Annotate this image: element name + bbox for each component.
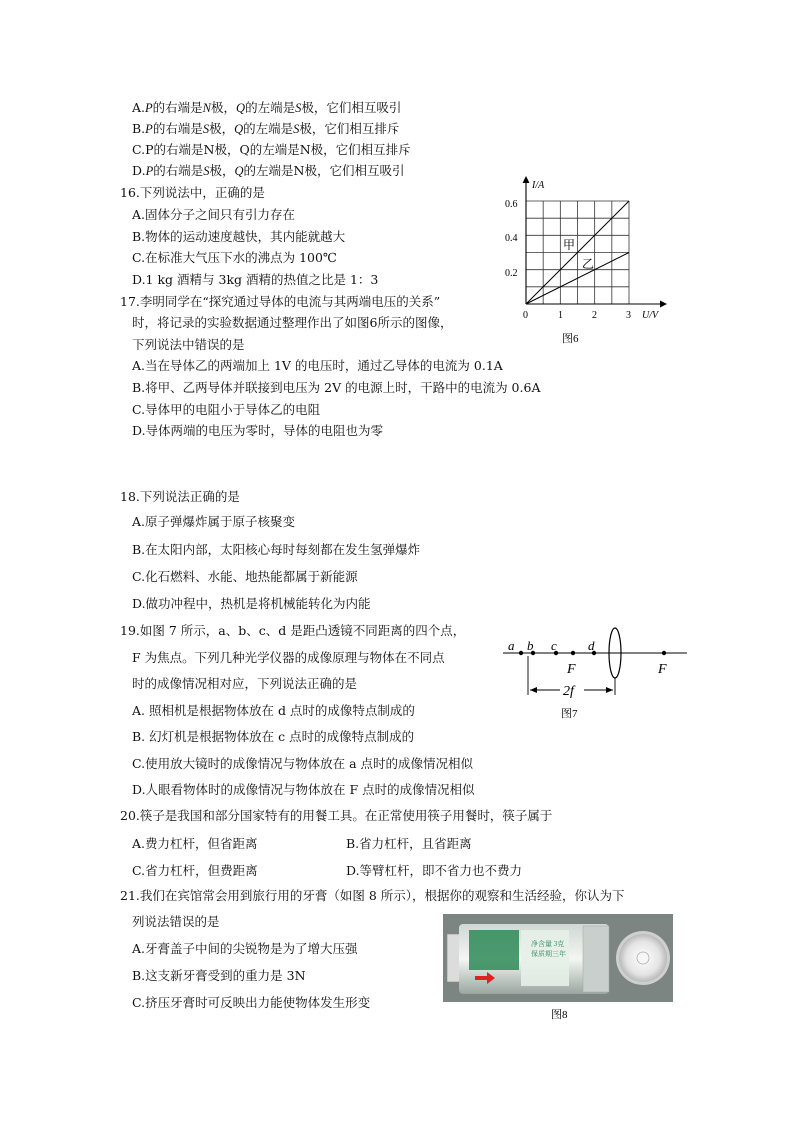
figure-8-caption: 图8 xyxy=(551,1009,568,1021)
q19-stem-line1: 19.如图 7 所示，a、b、c、d 是距凸透镜不同距离的四个点， xyxy=(120,623,466,638)
q18-option-c: C.化石燃料、水能、地热能都属于新能源 xyxy=(132,569,358,584)
y-axis-label: I/A xyxy=(532,180,545,191)
2f-arrow-right xyxy=(606,687,613,693)
q20-option-c: C.省力杠杆，但费距离 xyxy=(132,863,258,878)
y-tick-label: 0.2 xyxy=(505,268,518,279)
q17-option-a: A.当在导体乙的两端加上 1V 的电压时，通过乙导体的电流为 0.1A xyxy=(132,358,503,373)
tube-green-band xyxy=(469,930,519,970)
x-axis-arrow xyxy=(660,301,667,308)
point-a xyxy=(519,651,523,655)
q19-option-a: A. 照相机是根据物体放在 d 点时的成像特点制成的 xyxy=(132,703,415,718)
point-f-right xyxy=(662,651,666,655)
figure-6-caption: 图6 xyxy=(562,333,579,345)
q21-option-b: B.这支新牙膏受到的重力是 3N xyxy=(132,968,306,983)
point-d-label: d xyxy=(588,638,595,653)
q17-option-d: D.导体两端的电压为零时，导体的电阻也为零 xyxy=(132,423,384,438)
q16-option-d: D.1 kg 酒精与 3kg 酒精的热值之比是 1：3 xyxy=(132,272,379,287)
x-axis-label: U/V xyxy=(642,310,659,321)
series-label-yi: 乙 xyxy=(582,257,595,271)
2f-label: 2f xyxy=(563,684,574,699)
q18-option-b: B.在太阳内部，太阳核心每时每刻都在发生氢弹爆炸 xyxy=(132,542,421,557)
q20-option-d: D.等臂杠杆，即不省力也不费力 xyxy=(346,863,523,878)
figure-6-graph xyxy=(490,170,670,348)
x-tick-label: 2 xyxy=(592,310,597,321)
q21-option-c: C.挤压牙膏时可反映出力能使物体发生形变 xyxy=(132,995,371,1010)
q20-option-b: B.省力杠杆，且省距离 xyxy=(346,836,472,851)
q19-stem-line3: 时的成像情况相对应，下列说法正确的是 xyxy=(132,676,358,691)
figure-8-toothpaste-photo xyxy=(443,914,673,1024)
q16-option-c: C.在标准大气压下水的沸点为 100℃ xyxy=(132,250,337,265)
q19-option-d: D.人眼看物体时的成像情况与物体放在 F 点时的成像情况相似 xyxy=(132,782,475,797)
q20-option-a: A.费力杠杆，但省距离 xyxy=(132,836,258,851)
y-tick-label: 0.6 xyxy=(505,199,518,210)
x-tick-label: 3 xyxy=(626,310,631,321)
q18-option-d: D.做功冲程中，热机是将机械能转化为内能 xyxy=(132,596,371,611)
q17-stem-line3: 下列说法中错误的是 xyxy=(132,337,245,352)
q15-option-d: D.P的右端是S极，Q的左端是N极，它们相互吸引 xyxy=(132,163,405,178)
2f-arrow-left xyxy=(530,687,537,693)
q17-stem-line1: 17.李明同学在“探究通过导体的电流与其两端电压的关系” xyxy=(120,294,441,309)
tube-shelf-life: 保质期三年 xyxy=(531,950,566,958)
tube-net-content: 净含量 3克 xyxy=(531,940,565,948)
q16-option-b: B.物体的运动速度越快，其内能就越大 xyxy=(132,229,346,244)
q19-option-b: B. 幻灯机是根据物体放在 c 点时的成像特点制成的 xyxy=(132,729,415,744)
q15-option-c: C.P的右端是N极，Q的左端是N极，它们相互排斥 xyxy=(132,142,411,157)
point-c-label: c xyxy=(551,638,557,653)
q15-option-a: A.P的右端是N极，Q的左端是S极，它们相互吸引 xyxy=(132,100,402,115)
point-f-left xyxy=(571,651,575,655)
y-tick-label: 0.4 xyxy=(505,233,518,244)
x-tick-label: 1 xyxy=(558,310,563,321)
q16-option-a: A.固体分子之间只有引力存在 xyxy=(132,207,296,222)
q19-stem-line2: F 为焦点。下列几种光学仪器的成像原理与物体在不同点 xyxy=(132,650,445,665)
q15-option-b: B.P的右端是S极，Q的左端是S极，它们相互排斥 xyxy=(132,121,400,136)
focus-right-label: F xyxy=(658,662,667,677)
tube-cap-end xyxy=(447,934,461,982)
q21-stem-line2: 列说法错误的是 xyxy=(132,914,220,929)
q17-option-c: C.导体甲的电阻小于导体乙的电阻 xyxy=(132,402,321,417)
q16-stem: 16.下列说法中，正确的是 xyxy=(120,185,265,200)
tube-crimp-end xyxy=(583,926,609,992)
q20-stem: 20.筷子是我国和部分国家特有的用餐工具。在正常使用筷子用餐时，筷子属于 xyxy=(120,808,553,823)
q18-option-a: A.原子弹爆炸属于原子核聚变 xyxy=(132,514,296,529)
q21-option-a: A.牙膏盖子中间的尖锐物是为了增大压强 xyxy=(132,941,358,956)
tube-label-panel xyxy=(521,930,569,986)
focus-left-label: F xyxy=(567,662,576,677)
series-label-jia: 甲 xyxy=(563,238,576,252)
q18-stem: 18.下列说法正确的是 xyxy=(120,489,240,504)
y-axis-arrow xyxy=(523,176,530,183)
q19-option-c: C.使用放大镜时的成像情况与物体放在 a 点时的成像情况相似 xyxy=(132,756,473,771)
q17-stem-line2: 时，将记录的实验数据通过整理作出了如图6所示的图像， xyxy=(132,315,453,330)
point-a-label: a xyxy=(508,638,515,653)
cap-piercer xyxy=(637,952,649,964)
figure-7-caption: 图7 xyxy=(561,708,578,720)
q21-stem-line1: 21.我们在宾馆常会用到旅行用的牙膏（如图 8 所示），根据你的观察和生活经验，你认为下 xyxy=(120,888,625,903)
x-tick-label: 0 xyxy=(523,310,528,321)
figure-7-lens-diagram xyxy=(500,620,690,722)
q17-option-b: B.将甲、乙两导体并联接到电压为 2V 的电源上时，干路中的电流为 0.6A xyxy=(132,380,541,395)
point-b-label: b xyxy=(527,638,534,653)
